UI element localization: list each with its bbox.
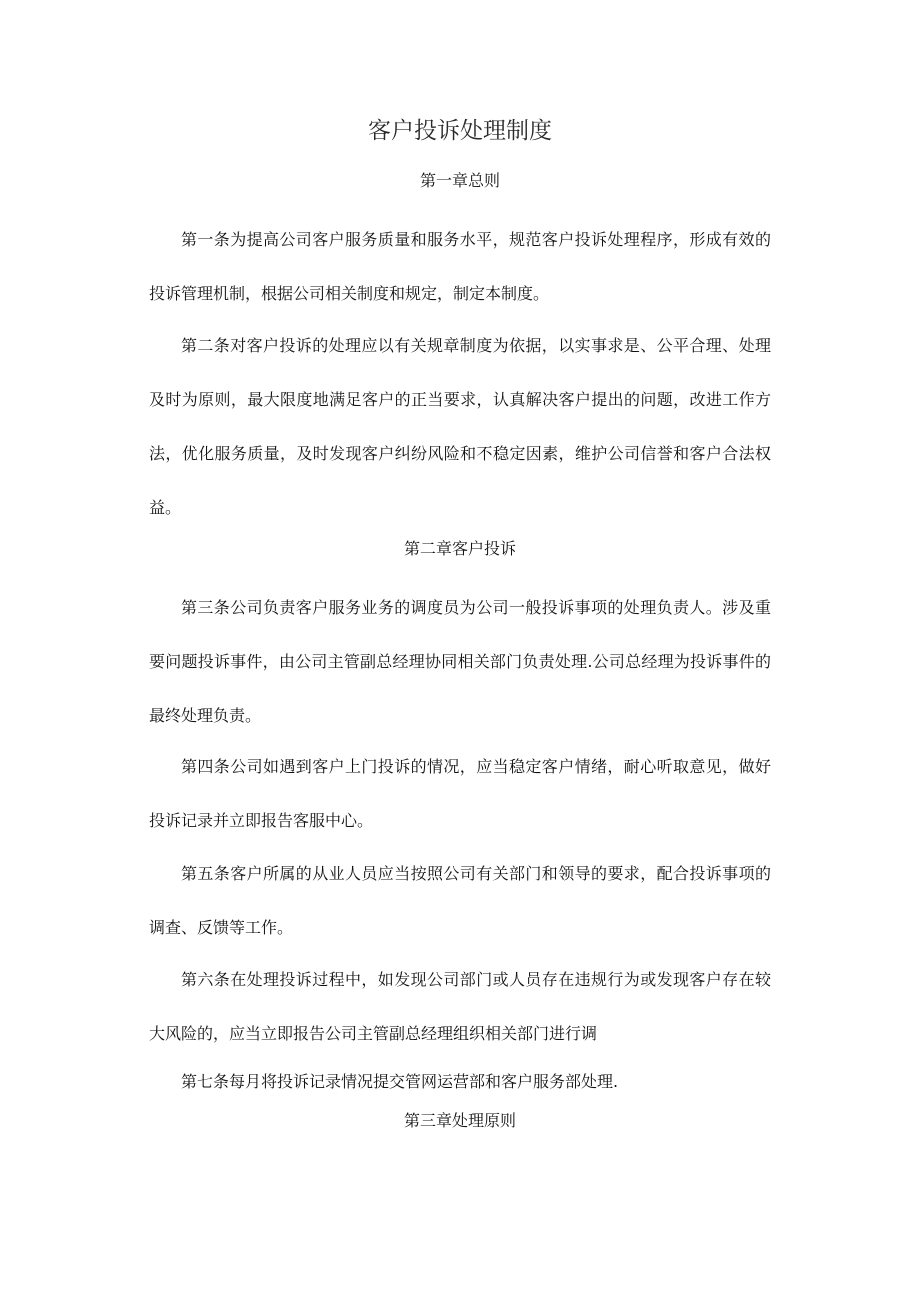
- article-4: 第四条公司如遇到客户上门投诉的情况，应当稳定客户情绪，耐心听取意见，做好投诉记录并立即报告客服中心。: [149, 757, 771, 830]
- document-title: 客户投诉处理制度: [368, 118, 552, 144]
- article-1: 第一条为提高公司客户服务质量和服务水平，规范客户投诉处理程序，形成有效的投诉管理机制，根据公司相关制度和规定，制定本制度。: [149, 230, 771, 303]
- article-5: 第五条客户所属的从业人员应当按照公司有关部门和领导的要求，配合投诉事项的调查、反馈等工作。: [149, 864, 771, 937]
- chapter-heading-3: 第三章处理原则: [403, 1111, 516, 1130]
- article-2: 第二条对客户投诉的处理应以有关规章制度为依据，以实事求是、公平合理、处理及时为原则，最大限度地满足客户的正当要求，认真解决客户提出的问题，改进工作方法，优化服务质量，及时发现客户纠纷风险和不稳定因素，维护公司信誉和客户合法权益。: [149, 336, 771, 517]
- article-6: 第六条在处理投诉过程中，如发现公司部门或人员存在违规行为或发现客户存在较大风险的，应当立即报告公司主管副总经理组织相关部门进行调: [149, 970, 771, 1043]
- chapter-heading-2: 第二章客户投诉: [403, 539, 516, 558]
- article-7: 第七条每月将投诉记录情况提交管网运营部和客户服务部处理.: [181, 1072, 619, 1091]
- article-3: 第三条公司负责客户服务业务的调度员为公司一般投诉事项的处理负责人。涉及重要问题投诉事件，由公司主管副总经理协同相关部门负责处理.公司总经理为投诉事件的最终处理负责。: [149, 598, 771, 725]
- chapter-heading-1: 第一章总则: [419, 171, 500, 190]
